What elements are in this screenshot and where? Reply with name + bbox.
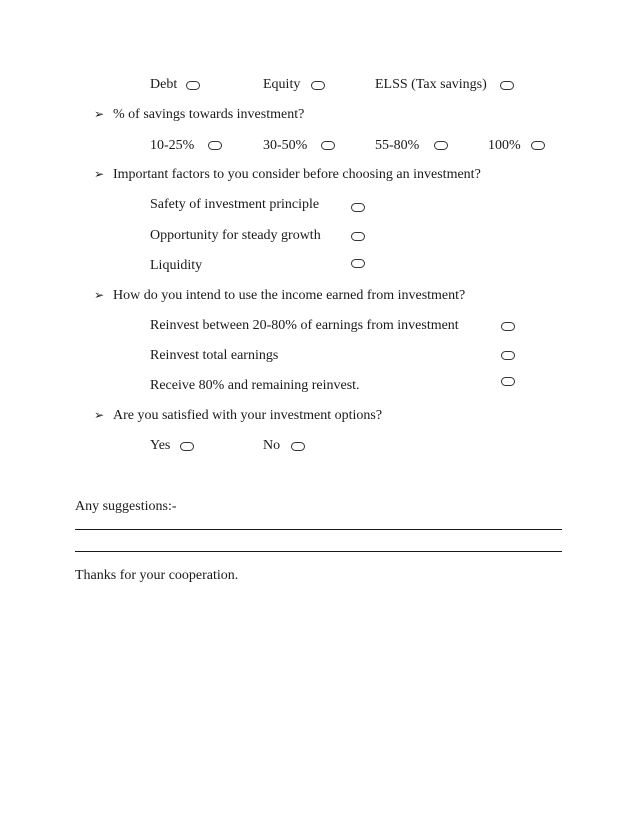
option-liquidity-label: Liquidity (150, 258, 203, 273)
option-safety-checkbox[interactable] (351, 203, 365, 212)
suggestion-line[interactable] (75, 529, 562, 530)
option-100-label: 100% (488, 138, 521, 153)
option-10-25-label: 10-25% (150, 138, 195, 153)
option-55-80-checkbox[interactable] (434, 141, 448, 150)
option-reinvest-total-label: Reinvest total earnings (150, 348, 279, 363)
closing-text: Thanks for your cooperation. (75, 568, 239, 583)
option-elss-label: ELSS (Tax savings) (375, 77, 487, 92)
suggestion-line[interactable] (75, 551, 562, 552)
bullet-arrow-icon: ➢ (94, 408, 105, 422)
option-yes-label: Yes (150, 438, 171, 453)
option-receive-80-checkbox[interactable] (501, 377, 515, 386)
option-equity-label: Equity (263, 77, 301, 92)
option-growth-checkbox[interactable] (351, 232, 365, 241)
option-reinvest-partial-label: Reinvest between 20-80% of earnings from investment (150, 318, 459, 333)
bullet-arrow-icon: ➢ (94, 107, 105, 121)
option-reinvest-partial-checkbox[interactable] (501, 322, 515, 331)
option-100-checkbox[interactable] (531, 141, 545, 150)
question-satisfied: Are you satisfied with your investment options? (113, 408, 383, 423)
suggestions-label: Any suggestions:- (75, 499, 177, 514)
option-no-label: No (263, 438, 281, 453)
option-10-25-checkbox[interactable] (208, 141, 222, 150)
option-elss-checkbox[interactable] (500, 81, 514, 90)
option-55-80-label: 55-80% (375, 138, 420, 153)
option-no-checkbox[interactable] (291, 442, 305, 451)
bullet-arrow-icon: ➢ (94, 167, 105, 181)
option-debt-checkbox[interactable] (186, 81, 200, 90)
option-debt-label: Debt (150, 77, 178, 92)
option-reinvest-total-checkbox[interactable] (501, 351, 515, 360)
option-receive-80-label: Receive 80% and remaining reinvest. (150, 378, 360, 393)
option-growth-label: Opportunity for steady growth (150, 228, 321, 243)
question-income-use: How do you intend to use the income earned from investment? (113, 288, 466, 303)
bullet-arrow-icon: ➢ (94, 288, 105, 302)
option-30-50-checkbox[interactable] (321, 141, 335, 150)
question-important-factors: Important factors to you consider before choosing an investment? (113, 167, 481, 182)
option-liquidity-checkbox[interactable] (351, 259, 365, 268)
question-savings-percent: % of savings towards investment? (113, 107, 305, 122)
option-equity-checkbox[interactable] (311, 81, 325, 90)
option-yes-checkbox[interactable] (180, 442, 194, 451)
option-30-50-label: 30-50% (263, 138, 308, 153)
option-safety-label: Safety of investment principle (150, 197, 320, 212)
